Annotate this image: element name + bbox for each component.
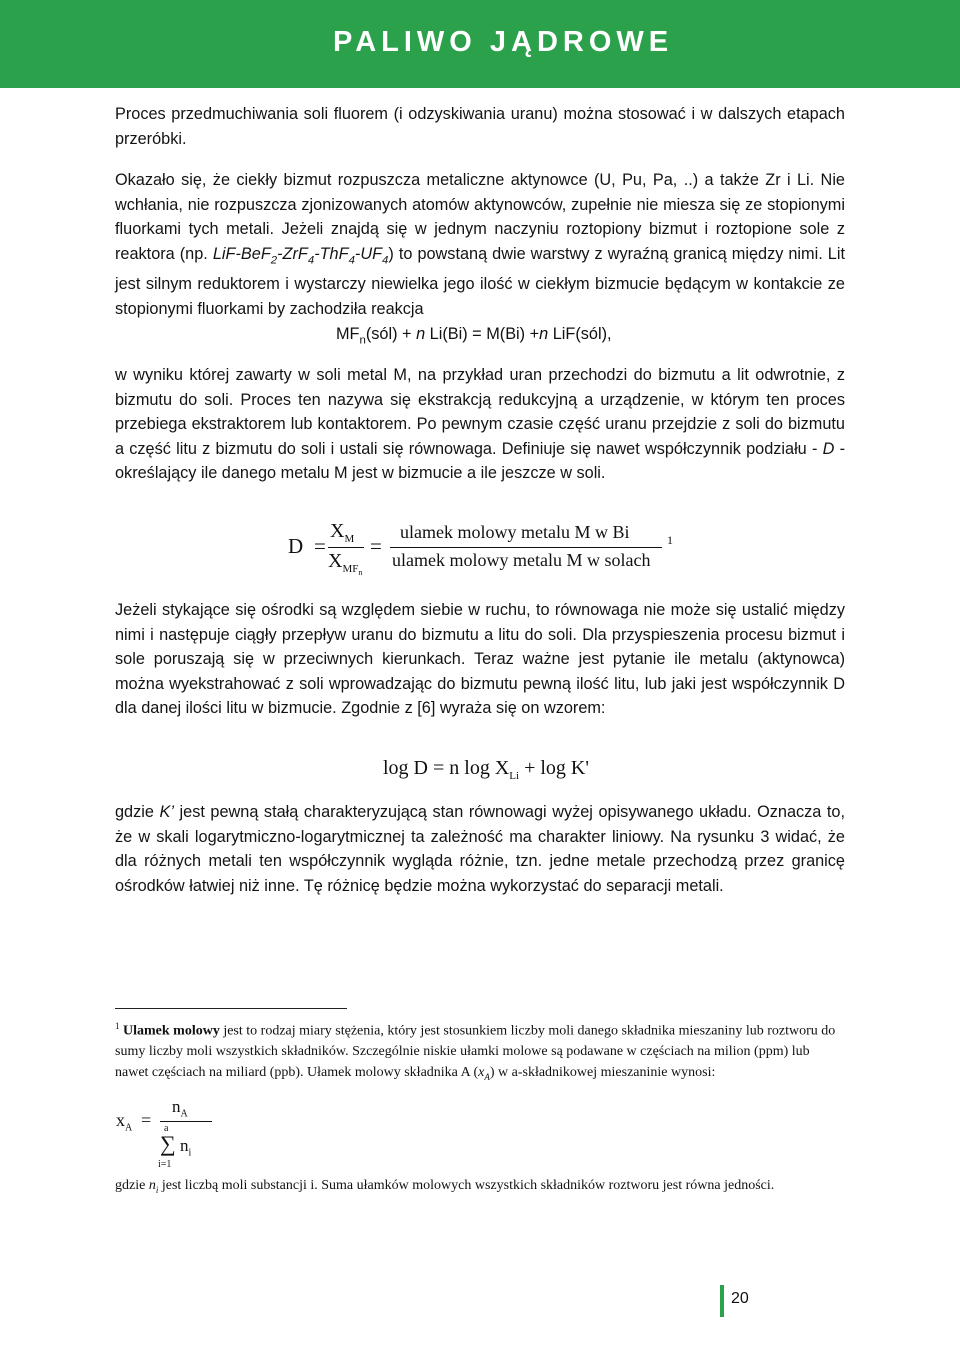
paragraph-2: Okazało się, że ciekły bizmut rozpuszcza metaliczne aktynowce (U, Pu, Pa, ..) a także Zr i Li. Nie wchłania, nie rozpuszcza zjonizowanych atomów aktynowców, zupełnie nie miesza się ze stopionymi fluorkami tych metali. Jeżeli znajdą się w jednym naczyniu roztopiony bizmut i roztopione sole z reaktora (np. LiF-$BeF_2-ZrF_4-ThF_4-UF_4$) to powstaną dwie warstwy z wyraźną granicą między nimi. Lit jest silnym reduktorem i wystarczy niewielka jego ilość w ciekłym bizmucie będącym w kontakcie ze stopionymi fluorkami by zachodziła reakcja xyxy=(115,171,845,318)
page-number-bar xyxy=(720,1285,724,1317)
paragraph-1: Proces przedmuchiwania soli fluorem (i odzyskiwania uranu) można stosować i w dalszych etapach przeróbki. xyxy=(115,105,845,148)
page-number: 20 xyxy=(731,1290,749,1307)
formula-salt: LiF-$BeF_2-ZrF_4-ThF_4-UF_4$ xyxy=(212,244,389,266)
header-title: PALIWO JĄDROWE xyxy=(333,26,674,58)
footnote-separator xyxy=(115,1008,347,1009)
reaction-equation: $MF_n(sól) + n$ Li(Bi) = M(Bi) +n LiF(sól), xyxy=(336,325,612,347)
paragraph-3: w wyniku której zawarty w soli metal M, na przykład uran przechodzi do bizmutu a lit odwrotnie, z bizmutu do soli. Proces ten nazywa się ekstrakcją redukcyjną a urządzenie, w którym ten proces przebiega ekstraktorem lub kontaktorem. Po pewnym czasie część uranu przejdzie z soli do bizmutu a część litu z bizmutu do soli i ustali się równowaga. Definiuje się nawet współczynnik podziału - D - określający ile danego metalu M jest w bizmucie a ile jeszcze w soli. xyxy=(115,366,845,482)
page-header xyxy=(0,0,960,88)
log-equation: log D = n $\log X_{Li} + \log K'$ xyxy=(383,757,589,782)
footnote-text: $^1$ Ulamek molowy jest to rodzaj miary stężenia, który jest stosunkiem liczby moli danego składnika mieszaniny lub roztworu do sumy liczby moli wszystkich składników. Szczególnie niskie ułamki molowe są podawane w częściach na milion (ppm) lub nawet częściach na miliard (ppb). Ułamek molowy składnika A $(x_A)$ w a-składnikowej mieszaninie wynosi: xyxy=(115,1021,836,1082)
footnote-tail: gdzie $n_i$ jest liczbą moli substancji i. Suma ułamków molowych wszystkich składników roztworu jest równa jedności. xyxy=(115,1178,775,1195)
paragraph-5: gdzie K’ jest pewną stałą charakteryzującą stan równowagi wyżej opisywanego układu. Oznacza to, że w skali logarytmiczno-logarytmicznej ta zależność ma charakter liniowy. Na rysunku 3 widać, że dla różnych metali ten współczynnik wygląda różnie, tzn. jedne metale przechodzą przez granicę ośrodków łatwiej niż inne. Tę różnicę będzie można wykorzystać do separacji metali. xyxy=(115,803,845,895)
paragraph-4: Jeżeli stykające się ośrodki są względem siebie w ruchu, to równowaga nie może się ustalić między nimi i następuje ciągły przepływ uranu do bizmutu a litu do soli. Dla przyspieszenia procesu bizmut i sole poruszają się w przeciwnych kierunkach. Teraz ważne jest pytanie ile metalu (aktynowca) można wyekstrahować z soli wprowadzając do bizmutu pewną ilość litu, lub jaki jest współczynnik D dla danej ilości litu w bizmucie. Zgodnie z [6] wyraża się on wzorem: xyxy=(115,601,845,717)
